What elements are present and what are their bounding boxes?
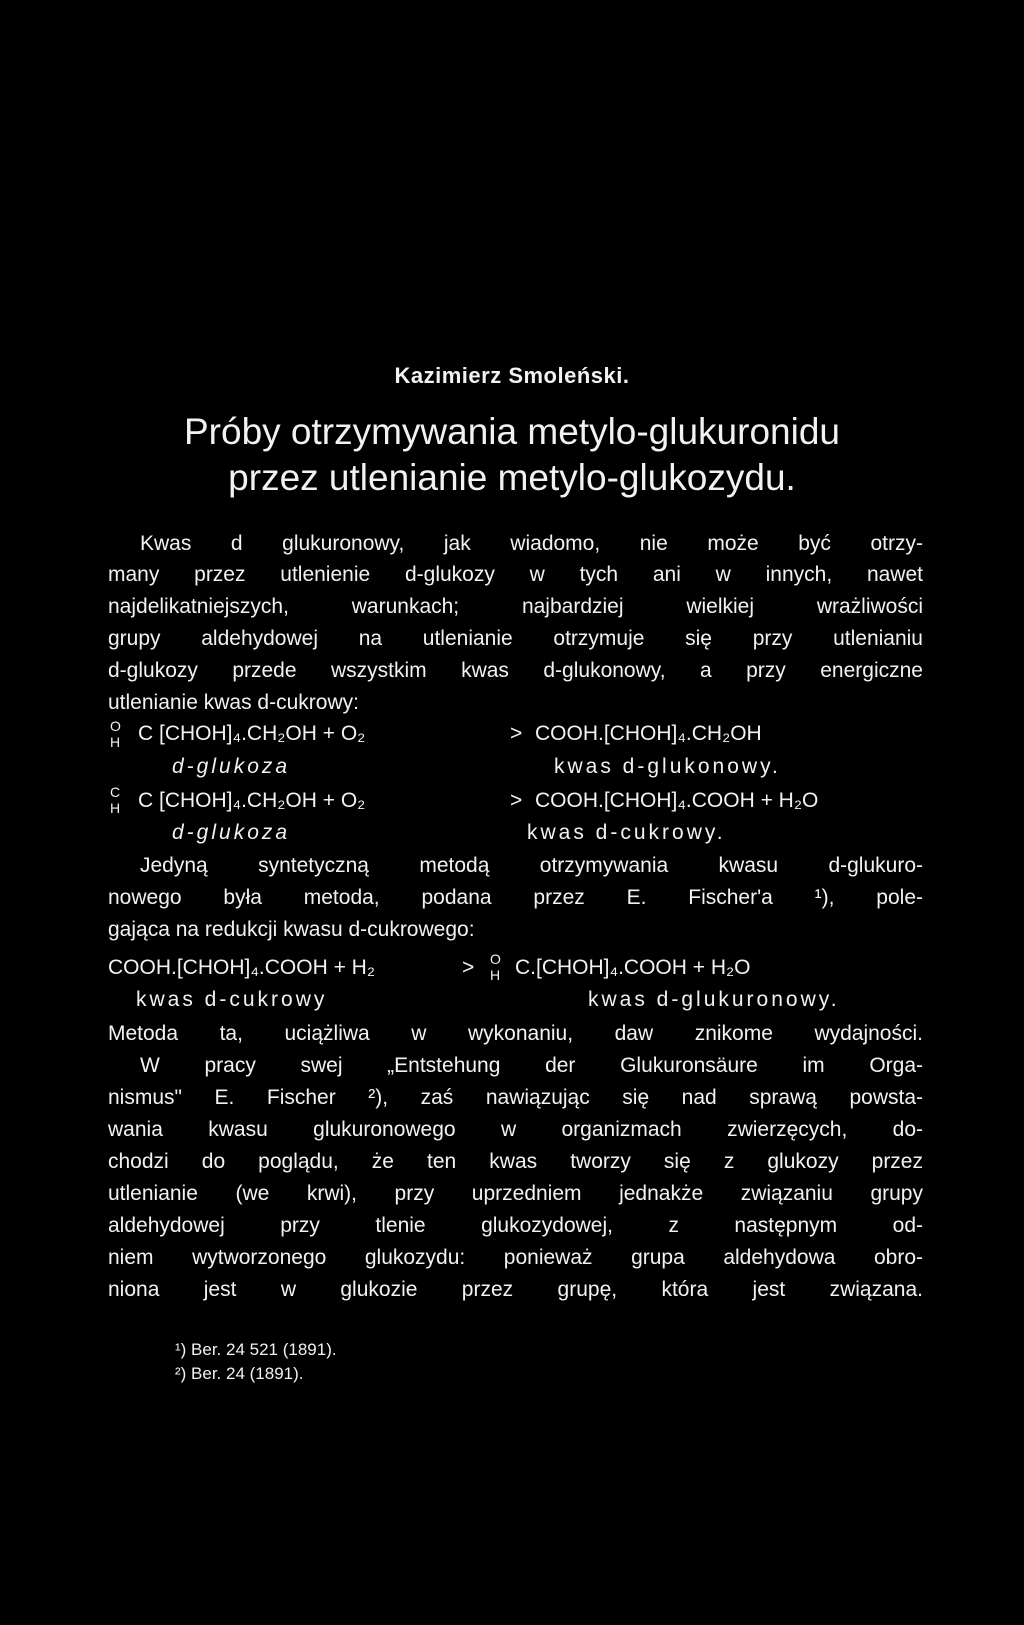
paragraph-3-line: niona jest w glukozie przez grupę, która jest związana. xyxy=(108,1278,923,1301)
reaction-arrow-icon: > xyxy=(510,722,523,745)
equation-2-label-rhs: kwas d-cukrowy. xyxy=(527,821,726,844)
equation-2-lhs: C [CHOH]₄.CH₂OH + O₂ xyxy=(138,789,366,812)
footnote-2: ²) Ber. 24 (1891). xyxy=(175,1364,304,1383)
equation-3-lhs: COOH.[CHOH]₄.COOH + H₂ xyxy=(108,956,375,979)
footnote-1: ¹) Ber. 24 521 (1891). xyxy=(175,1340,337,1359)
equation-3-rhs: C.[CHOH]₄.COOH + H₂O xyxy=(515,956,751,979)
aldehyde-group-mark: O H xyxy=(490,951,501,983)
paragraph-1-line: Kwas d glukuronowy, jak wiadomo, nie może być otrzy- xyxy=(140,532,923,555)
paragraph-1-line: many przez utlenienie d-glukozy w tych ani w innych, nawet xyxy=(108,563,923,586)
aldehyde-group-mark: O H xyxy=(110,718,121,750)
aldehyde-group-mark: C H xyxy=(110,784,121,816)
equation-3-label-lhs: kwas d-cukrowy xyxy=(136,988,328,1011)
paragraph-3-line: Metoda ta, uciążliwa w wykonaniu, daw znikome wydajności. xyxy=(108,1022,923,1045)
author-name: Kazimierz Smoleński. xyxy=(394,363,630,388)
equation-1-rhs: COOH.[CHOH]₄.CH₂OH xyxy=(535,722,762,745)
reaction-arrow-icon: > xyxy=(462,956,475,979)
paragraph-3-line: W pracy swej „Entstehung der Glukuronsäure im Orga- xyxy=(140,1054,923,1077)
paragraph-3-line: wania kwasu glukuronowego w organizmach zwierzęcych, do- xyxy=(108,1118,923,1141)
paragraph-3-line: nismus" E. Fischer ²), zaś nawiązując się nad sprawą powsta- xyxy=(108,1086,923,1109)
equation-2-label-lhs: d-glukoza xyxy=(172,821,291,844)
paragraph-3-line: aldehydowej przy tlenie glukozydowej, z następnym od- xyxy=(108,1214,923,1237)
paragraph-1-line: grupy aldehydowej na utlenianie otrzymuje się przy utlenianiu xyxy=(108,627,923,650)
reaction-arrow-icon: > xyxy=(510,789,523,812)
paragraph-1-line: najdelikatniejszych, warunkach; najbardziej wielkiej wrażliwości xyxy=(108,595,923,618)
paragraph-3-line: utlenianie (we krwi), przy uprzedniem jednakże związaniu grupy xyxy=(108,1182,923,1205)
equation-1-label-rhs: kwas d-glukonowy. xyxy=(554,755,781,778)
paragraph-1-line: d-glukozy przede wszystkim kwas d-glukonowy, a przy energiczne xyxy=(108,659,923,682)
paragraph-2-line: gająca na redukcji kwasu d-cukrowego: xyxy=(108,918,475,941)
article-title-line-2: przez utlenianie metylo-glukozydu. xyxy=(228,457,796,498)
paragraph-3-line: niem wytworzonego glukozydu: ponieważ grupa aldehydowa obro- xyxy=(108,1246,923,1269)
equation-3-label-rhs: kwas d-glukuronowy. xyxy=(588,988,840,1011)
paragraph-2-line: nowego była metoda, podana przez E. Fischer'a ¹), pole- xyxy=(108,886,923,909)
paragraph-1-line: utlenianie kwas d-cukrowy: xyxy=(108,691,359,714)
equation-1-lhs: C [CHOH]₄.CH₂OH + O₂ xyxy=(138,722,366,745)
equation-1-label-lhs: d-glukoza xyxy=(172,755,291,778)
article-title-line-1: Próby otrzymywania metylo-glukuronidu xyxy=(184,411,840,452)
paragraph-2-line: Jedyną syntetyczną metodą otrzymywania kwasu d-glukuro- xyxy=(140,854,923,877)
paragraph-3-line: chodzi do poglądu, że ten kwas tworzy się z glukozy przez xyxy=(108,1150,923,1173)
equation-2-rhs: COOH.[CHOH]₄.COOH + H₂O xyxy=(535,789,819,812)
